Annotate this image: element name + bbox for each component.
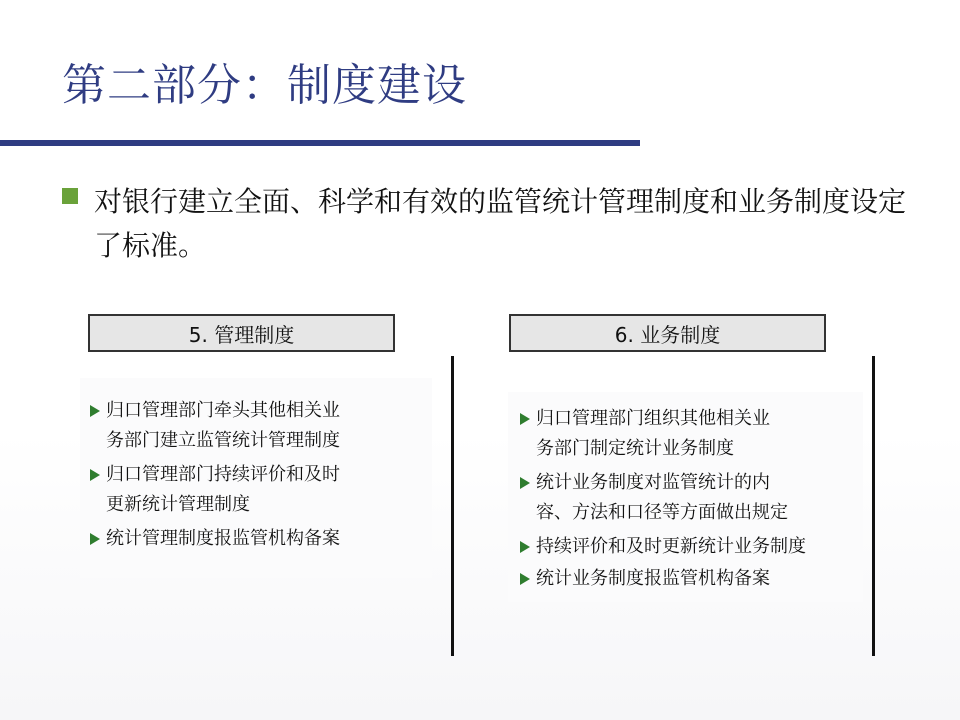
management-item-1-line2: 务部门建立监管统计管理制度 [106, 430, 340, 451]
management-system-title-box [88, 314, 395, 352]
management-item-3 [90, 524, 340, 554]
management-item-2-line1: 归口管理部门持续评价和及时 [106, 464, 340, 485]
business-item-3 [520, 532, 806, 562]
divider-line-right [872, 356, 875, 656]
slide-title: 第二部分：制度建设 [62, 60, 467, 111]
management-item-2-line2: 更新统计管理制度 [106, 494, 250, 515]
business-item-1-line2: 务部门制定统计业务制度 [536, 438, 734, 459]
management-system-title: 5. 管理制度 [188, 322, 295, 347]
business-item-4-line1: 统计业务制度报监管机构备案 [536, 568, 770, 589]
main-bullet-text: 对银行建立全面、科学和有效的监管统计管理制度和业务制度设定了标准。 [94, 185, 907, 262]
management-item-1 [90, 396, 340, 456]
management-item-2 [90, 460, 340, 520]
business-item-1-line1: 归口管理部门组织其他相关业 [536, 408, 770, 429]
arrow-bullet-icon [520, 413, 530, 425]
main-bullet [62, 180, 922, 268]
business-item-1 [520, 404, 770, 464]
arrow-bullet-icon [520, 477, 530, 489]
business-item-2-line1: 统计业务制度对监管统计的内 [536, 472, 770, 493]
arrow-bullet-icon [90, 533, 100, 545]
title-underline [0, 140, 640, 146]
bullet-square-icon [62, 188, 78, 204]
business-system-title: 6. 业务制度 [614, 322, 721, 347]
arrow-bullet-icon [520, 573, 530, 585]
arrow-bullet-icon [520, 541, 530, 553]
business-system-title-box [509, 314, 826, 352]
business-item-2-line2: 容、方法和口径等方面做出规定 [536, 502, 788, 523]
business-item-3-line1: 持续评价和及时更新统计业务制度 [536, 536, 806, 557]
arrow-bullet-icon [90, 469, 100, 481]
business-item-2 [520, 468, 788, 528]
business-item-4 [520, 564, 770, 594]
divider-line-middle [451, 356, 454, 656]
arrow-bullet-icon [90, 405, 100, 417]
management-item-1-line1: 归口管理部门牵头其他相关业 [106, 400, 340, 421]
management-item-3-line1: 统计管理制度报监管机构备案 [106, 528, 340, 549]
